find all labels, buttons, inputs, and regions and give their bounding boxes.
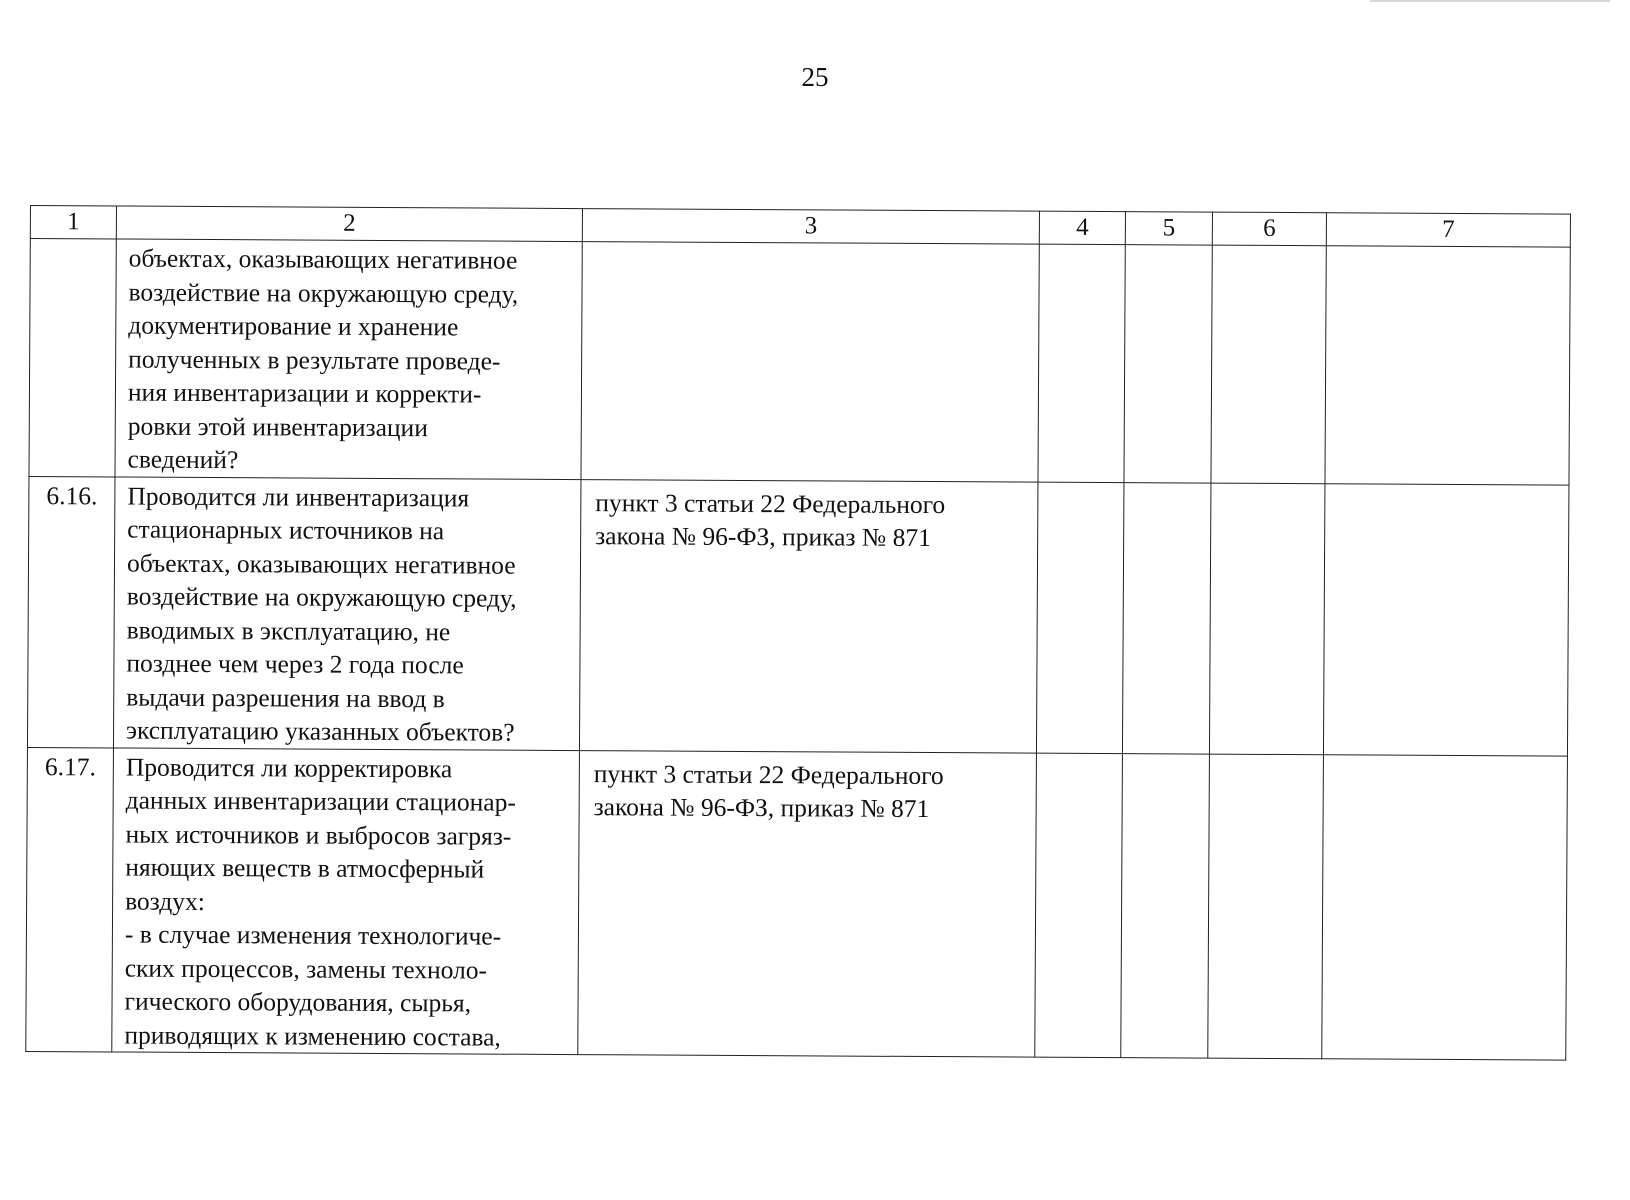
checklist-table xyxy=(25,205,1571,1061)
question-line: ровки этой инвентаризации xyxy=(127,411,428,442)
header-cell-2: 2 xyxy=(116,206,582,242)
question-cell xyxy=(113,476,581,750)
empty-cell-5 xyxy=(1121,753,1210,1058)
question-line: ских процессов, замены техноло- xyxy=(124,953,488,985)
question-line: полученных в результате проведе- xyxy=(128,344,501,376)
question-cell xyxy=(112,747,580,1054)
question-line: гического оборудования, сырья, xyxy=(124,986,472,1018)
question-line: Проводится ли корректировка xyxy=(125,752,453,783)
empty-cell-6 xyxy=(1208,754,1324,1059)
question-line: стационарных источников на xyxy=(127,514,445,546)
header-cell-6: 6 xyxy=(1212,212,1326,246)
question-line: ния инвентаризации и корректи- xyxy=(127,377,482,409)
question-line: воздух: xyxy=(125,886,205,916)
row-number-cell xyxy=(29,239,116,477)
header-cell-3: 3 xyxy=(582,209,1039,245)
question-line: воздействие на окружающую среду, xyxy=(126,581,517,613)
question-line: данных инвентаризации стационар- xyxy=(125,785,516,817)
reference-cell xyxy=(581,242,1039,482)
question-line: объектах, оказывающих негативное xyxy=(126,548,516,580)
reference-cell xyxy=(579,479,1038,753)
row-number-cell: 6.16. xyxy=(27,476,115,747)
question-line: позднее чем через 2 года после xyxy=(126,648,464,680)
page-number: 25 xyxy=(801,62,829,92)
empty-cell-4 xyxy=(1035,753,1123,1058)
empty-cell-6 xyxy=(1211,245,1326,483)
empty-cell-6 xyxy=(1209,483,1325,755)
empty-cell-5 xyxy=(1124,245,1212,483)
reference-cell xyxy=(578,750,1037,1057)
question-line: ных источников и выбросов загряз- xyxy=(125,819,512,851)
table-row xyxy=(29,239,1570,485)
question-line: сведений? xyxy=(127,444,239,475)
empty-cell-4 xyxy=(1036,482,1124,753)
header-cell-1: 1 xyxy=(30,206,116,239)
question-line: приводящих к изменению состава, xyxy=(124,1020,501,1052)
question-cell xyxy=(115,239,582,479)
empty-cell-7 xyxy=(1325,246,1570,485)
header-cell-7: 7 xyxy=(1326,213,1570,247)
question-line: няющих веществ в атмосферный xyxy=(125,852,485,884)
empty-cell-5 xyxy=(1122,482,1211,753)
question-line: Проводится ли инвентаризация xyxy=(127,481,470,512)
row-number-cell: 6.17. xyxy=(26,747,114,1052)
question-line: эксплуатацию указанных объектов? xyxy=(125,715,515,747)
empty-cell-7 xyxy=(1322,754,1568,1060)
question-line: воздействие на окружающую среду, xyxy=(128,277,519,309)
reference-line: пункт 3 статьи 22 Федерального xyxy=(593,758,944,790)
table-row xyxy=(26,747,1568,1060)
empty-cell-7 xyxy=(1323,483,1569,755)
reference-line: закона № 96-ФЗ, приказ № 871 xyxy=(595,521,931,553)
empty-cell-4 xyxy=(1038,244,1125,482)
question-line: вводимых в эксплуатацию, не xyxy=(126,615,451,646)
header-cell-4: 4 xyxy=(1039,211,1125,244)
table-row xyxy=(27,476,1568,756)
header-cell-5: 5 xyxy=(1125,212,1212,245)
question-line: объектах, оказывающих негативное xyxy=(128,243,518,275)
reference-line: пункт 3 статьи 22 Федерального xyxy=(595,487,946,519)
question-line: выдачи разрешения на ввод в xyxy=(126,682,445,713)
question-line: - в случае изменения технологиче- xyxy=(124,919,502,951)
question-line: документирование и хранение xyxy=(128,310,459,342)
reference-line: закона № 96-ФЗ, приказ № 871 xyxy=(593,792,930,824)
scan-edge-mark xyxy=(1370,0,1610,2)
